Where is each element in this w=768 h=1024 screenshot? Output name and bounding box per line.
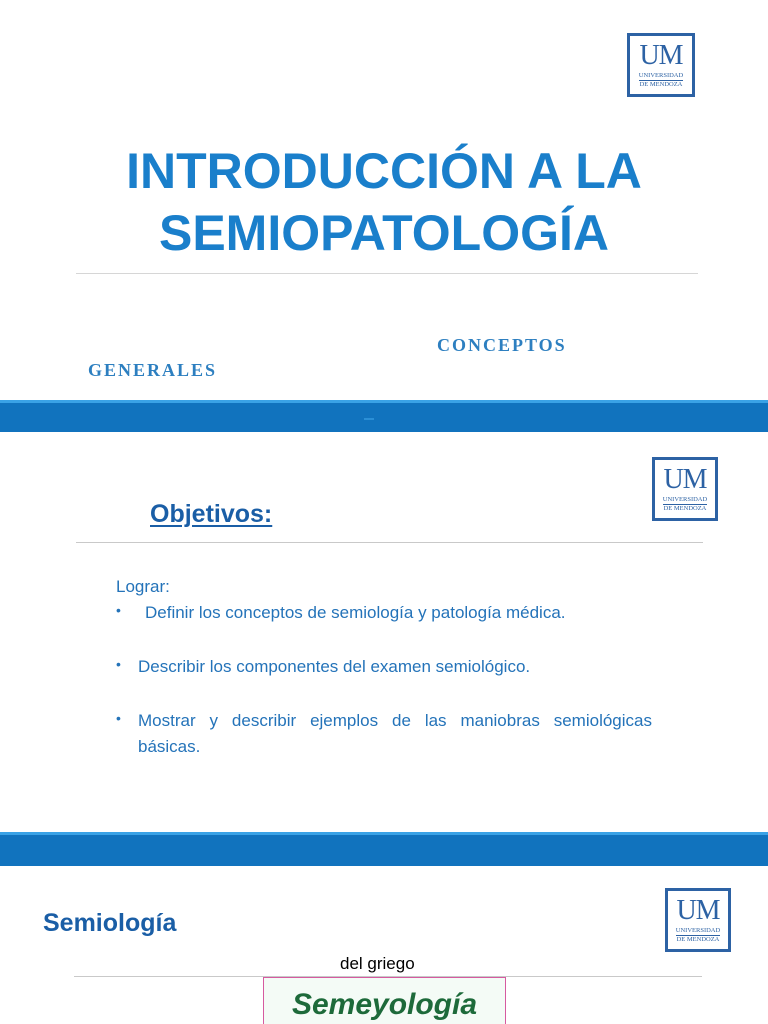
logo-line2: DE MENDOZA bbox=[663, 504, 707, 512]
bullet-icon: • bbox=[116, 602, 121, 618]
logo-line1: UNIVERSIDAD bbox=[638, 71, 684, 79]
title-line-1: INTRODUCCIÓN A LA bbox=[126, 143, 642, 199]
slide-title-heading bbox=[40, 140, 728, 264]
etymology-label: del griego bbox=[340, 954, 415, 973]
logo-caption bbox=[663, 497, 707, 513]
logo-caption bbox=[639, 73, 683, 89]
logo-monogram: UM bbox=[663, 463, 707, 495]
logo-line2: DE MENDOZA bbox=[639, 80, 683, 88]
term-box bbox=[263, 977, 506, 1024]
logo-line1: UNIVERSIDAD bbox=[675, 926, 721, 934]
separator-highlight bbox=[0, 400, 768, 403]
bullet-icon: • bbox=[116, 710, 121, 726]
separator-highlight bbox=[0, 832, 768, 835]
objective-item: Mostrar y describir ejemplos de las maniobras semiológicas básicas. bbox=[138, 711, 652, 756]
logo-monogram: UM bbox=[639, 39, 683, 71]
title-line-2: SEMIOPATOLOGÍA bbox=[158, 205, 610, 261]
objective-item: Definir los conceptos de semiología y patología médica. bbox=[145, 603, 566, 622]
objectives-intro: Lograr: bbox=[116, 577, 170, 596]
divider bbox=[76, 542, 703, 543]
separator-mark bbox=[364, 418, 374, 420]
semiology-heading: Semiología bbox=[43, 909, 177, 937]
logo-monogram: UM bbox=[676, 894, 720, 926]
subtitle-generales: GENERALES bbox=[88, 360, 218, 380]
subtitle-conceptos: CONCEPTOS bbox=[437, 335, 567, 355]
objectives-heading: Objetivos: bbox=[150, 500, 273, 528]
objective-item: Describir los componentes del examen semiológico. bbox=[138, 657, 531, 676]
logo-line2: DE MENDOZA bbox=[676, 935, 720, 943]
university-logo bbox=[627, 33, 695, 97]
greek-term: Semeyología bbox=[291, 988, 478, 1021]
slide-objectives bbox=[0, 432, 768, 832]
divider bbox=[76, 273, 698, 274]
university-logo bbox=[652, 457, 718, 521]
slide-title bbox=[0, 0, 768, 400]
bullet-icon: • bbox=[116, 656, 121, 672]
logo-line1: UNIVERSIDAD bbox=[662, 495, 708, 503]
slide-semiology bbox=[0, 866, 768, 1024]
slide-separator bbox=[0, 832, 768, 866]
slide-separator bbox=[0, 400, 768, 432]
university-logo bbox=[665, 888, 731, 952]
logo-caption bbox=[676, 928, 720, 944]
